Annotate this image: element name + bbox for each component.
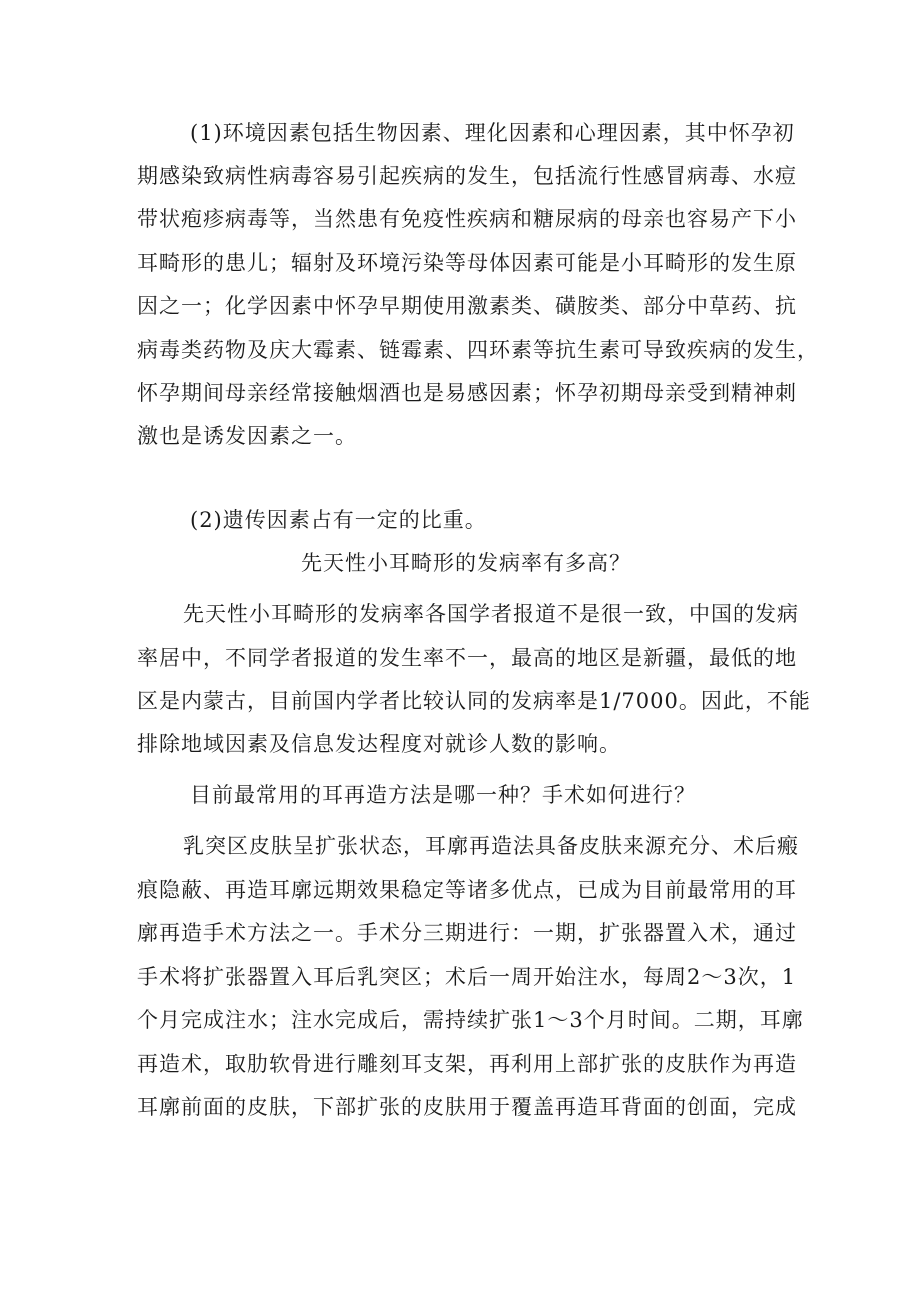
paragraph-1-line-8: 激也是诱发因素之一。 [137, 424, 357, 448]
paragraph-3-line-1: 先天性小耳畸形的发病率各国学者报道不是很一致，中国的发病 [183, 602, 799, 626]
paragraph-1-line-2: 期感染致病性病毒容易引起疾病的发生，包括流行性感冒病毒、水痘 [137, 164, 797, 188]
paragraph-4-line-4: 手术将扩张器置入耳后乳突区；术后一周开始注水，每周2～3次，1 [137, 965, 797, 989]
paragraph-3-line-4: 排除地域因素及信息发达程度对就诊人数的影响。 [137, 732, 621, 756]
paragraph-1-line-7: 怀孕期间母亲经常接触烟酒也是易感因素；怀孕初期母亲受到精神刺 [137, 381, 797, 405]
paragraph-4-line-1: 乳突区皮肤呈扩张状态，耳廓再造法具备皮肤来源充分、术后瘢 [183, 834, 799, 858]
paragraph-4-line-7: 耳廓前面的皮肤，下部扩张的皮肤用于覆盖再造耳背面的创面，完成 [137, 1095, 797, 1119]
paragraph-4-line-5: 个月完成注水；注水完成后，需持续扩张1～3个月时间。二期，耳廓 [137, 1008, 804, 1032]
paragraph-1-line-1: (1)环境因素包括生物因素、理化因素和心理因素，其中怀孕初 [190, 121, 795, 145]
paragraph-4-line-6: 再造术，取肋软骨进行雕刻耳支架，再利用上部扩张的皮肤作为再造 [137, 1052, 797, 1076]
paragraph-2-line-1: (2)遗传因素占有一定的比重。 [190, 508, 487, 532]
paragraph-1-line-6: 病毒类药物及庆大霉素、链霉素、四环素等抗生素可导致疾病的发生， [137, 338, 819, 362]
paragraph-1-line-5: 因之一；化学因素中怀孕早期使用激素类、磺胺类、部分中草药、抗 [137, 294, 797, 318]
paragraph-1-line-3: 带状疱疹病毒等，当然患有免疫性疾病和糖尿病的母亲也容易产下小 [137, 207, 797, 231]
paragraph-1-line-4: 耳畸形的患儿；辐射及环境污染等母体因素可能是小耳畸形的发生原 [137, 251, 797, 275]
paragraph-3-line-2: 率居中，不同学者报道的发生率不一，最高的地区是新疆，最低的地 [137, 646, 797, 670]
paragraph-3-line-3: 区是内蒙古，目前国内学者比较认同的发病率是1/7000。因此，不能 [137, 689, 811, 713]
paragraph-4-line-2: 痕隐蔽、再造耳廓远期效果稳定等诸多优点，已成为目前最常用的耳 [137, 878, 797, 902]
section-heading-incidence: 先天性小耳畸形的发病率有多高？ [301, 551, 631, 575]
section-heading-reconstruction: 目前最常用的耳再造方法是哪一种？手术如何进行？ [190, 783, 696, 807]
paragraph-4-line-3: 廓再造手术方法之一。手术分三期进行：一期，扩张器置入术，通过 [137, 921, 797, 945]
